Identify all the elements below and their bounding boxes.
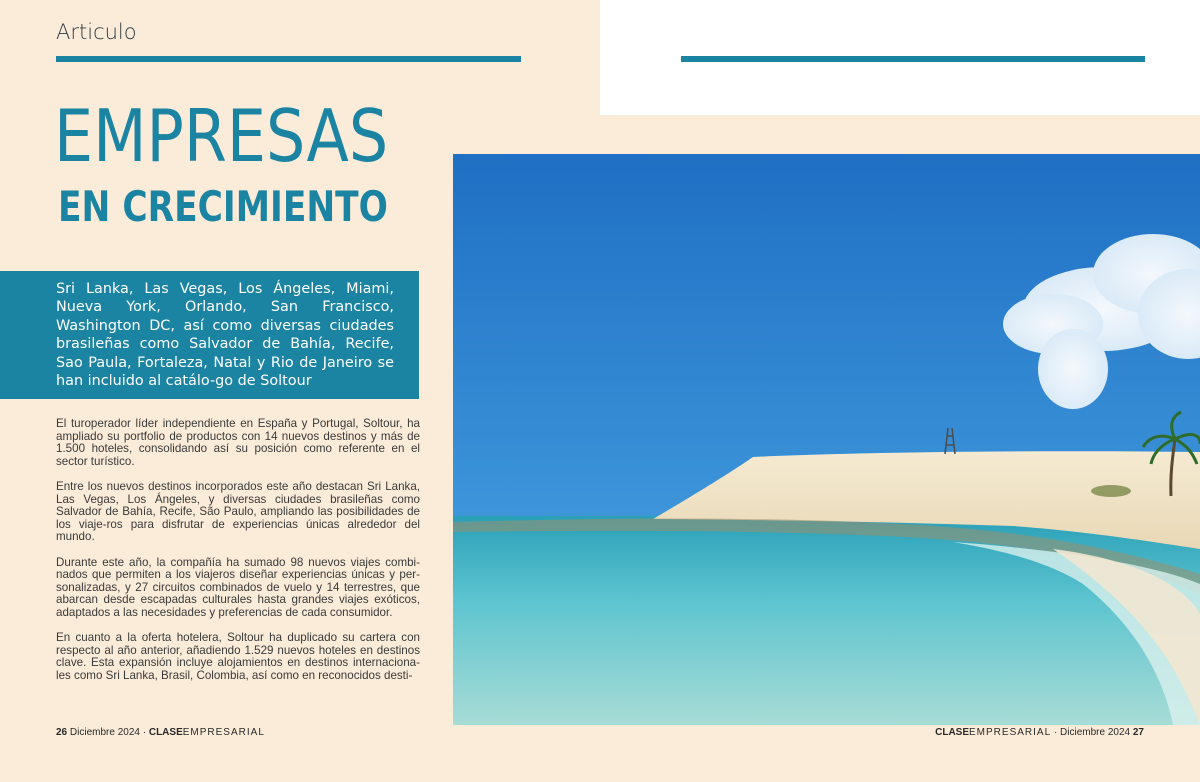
footer-right <box>935 727 1144 738</box>
article-title-line2: EN CRECIMIENTO <box>58 182 388 231</box>
article-title-line1: EMPRESAS <box>54 94 389 178</box>
page-number-right: 27 <box>1132 727 1144 738</box>
body-paragraph: En cuanto a la oferta hotelera, Soltour ha duplicado su cartera con respecto al año anterior, añadiendo 1.529 nuevos hoteles en destinos clave. Esta expansión incluye alojamientos en destinos internaciona-les como Sri Lanka, Brasil, Colombia, así como en reconocidos desti- <box>56 631 420 682</box>
beach-photo <box>453 154 1200 725</box>
body-paragraph: Entre los nuevos destinos incorporados este año destacan Sri Lanka, Las Vegas, Los Ángeles, y diversas ciudades brasileñas como Salvador de Bahía, Recife, São Paulo, ampliando las posibilidades de los viaje-ros para disfrutar de experiencias únicas alrededor del mundo. <box>56 479 420 544</box>
header-rule-right <box>681 56 1145 62</box>
shrub <box>1091 485 1131 497</box>
article-body <box>56 418 420 695</box>
section-label: Articulo <box>56 20 137 44</box>
brand-light-left: EMPRESARIAL <box>182 727 265 738</box>
footer-date-left: Diciembre 2024 · <box>69 727 147 738</box>
body-paragraph: Durante este año, la compañía ha sumado 98 nuevos viajes combi-nados que permiten a los viajeros diseñar experiencias únicas y per-sonalizadas, y 27 circuitos combinados de vuelo y 14 terrestres, que abarcan desde escapadas culturales hasta grandes viajes exóticos, adaptados a las necesidades y preferencias de cada consumidor. <box>56 555 420 619</box>
lead-text: Sri Lanka, Las Vegas, Los Ángeles, Miami, Nueva York, Orlando, San Francisco, Washington DC, así como diversas ciudades brasileñas como Salvador de Bahía, Recife, Sao Paula, Fortaleza, Natal y Rio de Janeiro se han incluido al catálo-go de Soltour <box>56 281 394 390</box>
footer-date-right: · Diciembre 2024 <box>1053 727 1131 738</box>
footer-left <box>56 727 265 738</box>
brand-light-right: EMPRESARIAL <box>969 727 1052 738</box>
lead-box <box>0 271 419 399</box>
header-rule-left <box>56 56 521 62</box>
brand-bold-left: CLASE <box>148 727 183 738</box>
page-number-left: 26 <box>56 727 68 738</box>
brand-bold-right: CLASE <box>935 727 970 738</box>
body-paragraph: El turoperador líder independiente en España y Portugal, Soltour, ha ampliado su portfolio de productos con 14 nuevos destinos y más de 1.500 hoteles, consolidando así su posición como referente en el sector turístico. <box>56 417 420 468</box>
